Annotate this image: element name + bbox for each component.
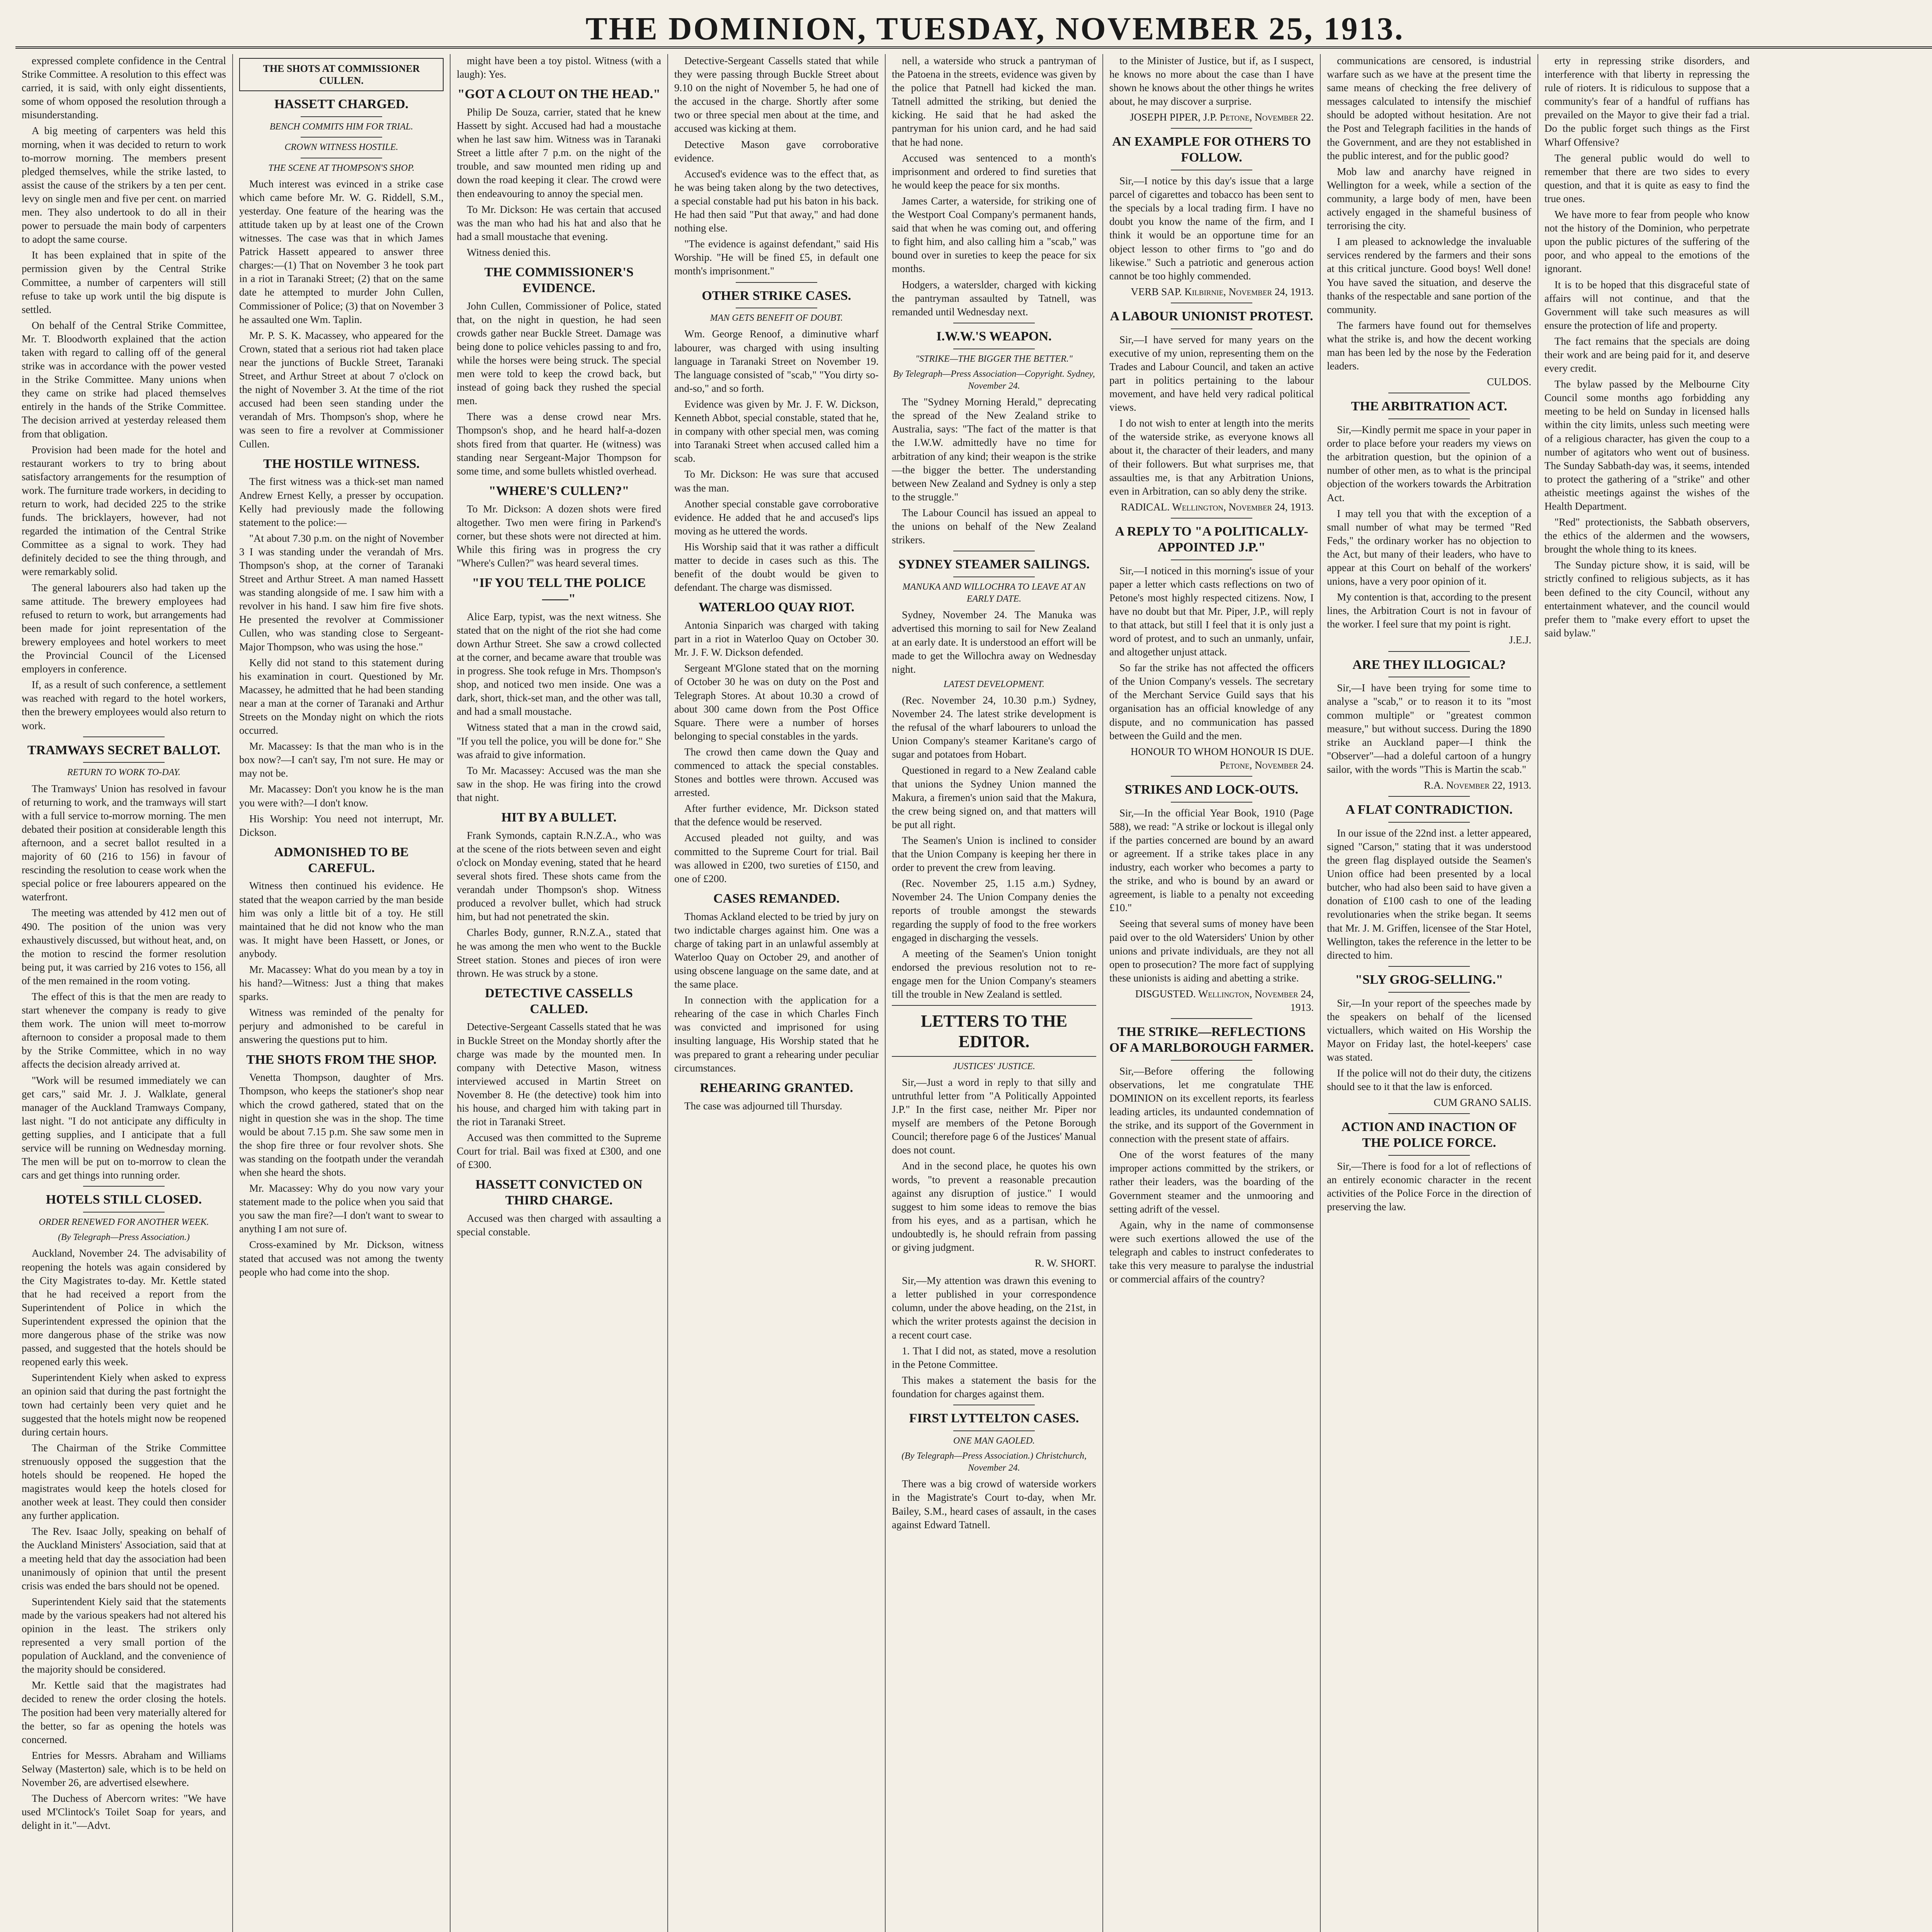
headline: "SLY GROG-SELLING." bbox=[1355, 972, 1503, 987]
paragraph: Mr. Macassey: Don't you know he is the man you were with?—I don't know. bbox=[239, 783, 444, 809]
paragraph: Sir,—In your report of the speeches made by the speakers on behalf of the licensed victuallers, which waited on His Worship the Mayor on Friday last, the hotel-keepers' case was stated. bbox=[1327, 997, 1531, 1063]
subheadline: RETURN TO WORK TO-DAY. bbox=[67, 767, 180, 778]
divider bbox=[1388, 1113, 1470, 1114]
paragraph: The meeting was attended by 412 men out of 490. The position of the union was very exhaustively discussed, but without heat, and, on the motion to rescind the former resolution being put, it was carried by 216 votes to 156, all of the men remained in the room voting. bbox=[22, 907, 226, 986]
paragraph: The "Sydney Morning Herald," deprecating the spread of the New Zealand strike to Australia, says: "The fact of the matter is that the I.W.W. admittedly have no time for arbitration of any kind; their weapon is the strike—the bigger the better. The understanding between New Zealand and Sydney is only a step to the struggle." bbox=[892, 396, 1096, 503]
signature: J.E.J. bbox=[1509, 634, 1531, 646]
paragraph: Venetta Thompson, daughter of Mrs. Thompson, who keeps the stationer's shop near which the crowd gathered, stated that on the night in question she was in the shop. The time would be about 7.15 p.m. She saw some men in the shop fire three or four revolver shots. She was standing on the footpath under the verandah when she heard the shots. bbox=[239, 1071, 444, 1179]
paragraph: might have been a toy pistol. Witness (with a laugh): Yes. bbox=[457, 55, 661, 80]
headline: THE STRIKE—REFLECTIONS OF A MARLBOROUGH FARMER. bbox=[1109, 1025, 1314, 1055]
paragraph: I may tell you that with the exception of a small number of what may be termed "Red Feds," the ordinary worker has no objection to the Act, but many of their leaders, who have to appear at this Court on behalf of the workers' unions, have a very poor opinion of it. bbox=[1327, 507, 1531, 587]
subheadline: BENCH COMMITS HIM FOR TRIAL. bbox=[269, 122, 413, 132]
paragraph: And in the second place, he quotes his own words, "to prevent a reasonable precaution against any disruption of justice." I would suggest to him some ideas to remove the bias from his eyes, and as a partisan, which he undoubtedly is, he should refrain from passing or giving judgment. bbox=[892, 1160, 1096, 1253]
paragraph: We have more to fear from people who know not the history of the Dominion, who perpetrate upon the public pictures of the suffering of the poor, and who appeal to the emotions of the ignorant. bbox=[1544, 209, 1750, 275]
paragraph: There was a dense crowd near Mrs. Thompson's shop, and he heard half-a-dozen shots fired from that quarter. He (witness) was standing near Sergeant-Major Thompson for some time, and some bullets whistled overhead. bbox=[457, 411, 661, 477]
article-columns bbox=[15, 54, 1932, 1932]
headline: ACTION AND INACTION OF THE POLICE FORCE. bbox=[1341, 1120, 1517, 1150]
signature: CUM GRANO SALIS. bbox=[1434, 1097, 1531, 1109]
signature: R. W. SHORT. bbox=[1034, 1257, 1096, 1269]
subheadline: MAN GETS BENEFIT OF DOUBT. bbox=[710, 313, 843, 323]
paragraph: Mr. Macassey: Why do you now vary your statement made to the police when you said that you saw the man fire?—I don't want to swear to anything I am not sure of. bbox=[239, 1182, 444, 1235]
divider bbox=[1388, 992, 1470, 993]
paragraph: So far the strike has not affected the officers of the Union Company's vessels. The secretary of the Merchant Service Guild says that his organisation has an official knowledge of any dispute, and no communication has passed between the Guild and the men. bbox=[1109, 662, 1314, 742]
paragraph: Provision had been made for the hotel and restaurant workers to try to bring about satisfactory arrangements for the resumption of work. The furniture trade workers, in deciding to return to work, had decided 225 to the strike funds. The bricklayers, however, had not regarded the intimation of the Central Strike Committee as a signal to work. They had definitely decided to see the thing through, and were remarkably solid. bbox=[22, 444, 226, 578]
paragraph: To Mr. Macassey: Accused was the man she saw in the shop. He was firing into the crowd that night. bbox=[457, 764, 661, 803]
headline: DETECTIVE CASSELLS CALLED. bbox=[485, 986, 633, 1016]
paragraph: The general labourers also had taken up the same attitude. The brewery employees had refused to return to work, but arrangements had been made for joint representation of the brewery employees and hotel workers to meet the Provincial Council of the Licensed employers in conference. bbox=[22, 582, 226, 675]
paragraph: communications are censored, is industrial warfare such as we have at the present time the same means of checking the free delivery of messages calculated to intensify the mischief should be adopted without hesitation. Are not the Post and Telegraph facilities in the hands of the Government, and are they not established in the public interest, and for the public good? bbox=[1327, 55, 1531, 162]
subheadline: JUSTICES' JUSTICE. bbox=[952, 1061, 1036, 1071]
paragraph: Questioned in regard to a New Zealand cable that unions the Sydney Union manned the Makura, a firemen's union said that the Makura, the crew being signed on, and that matters will be put all right. bbox=[892, 764, 1096, 830]
paragraph: To Mr. Dickson: He was sure that accused was the man. bbox=[674, 468, 879, 494]
paragraph: Entries for Messrs. Abraham and Williams Selway (Masterton) sale, which is to be held on November 26, are advertised elsewhere. bbox=[22, 1749, 226, 1789]
signature: DISGUSTED. Wellington, November 24, 1913. bbox=[1135, 988, 1314, 1014]
paragraph: The case was adjourned till Thursday. bbox=[684, 1100, 842, 1112]
divider bbox=[1171, 1060, 1253, 1061]
paragraph: The Sunday picture show, it is said, will be strictly confined to religious subjects, as it has been defined to the city Council, without any entertainment whatever, and the council would prefer them to "make every effort to upset the said bylaw." bbox=[1544, 559, 1750, 639]
paragraph: The first witness was a thick-set man named Andrew Ernest Kelly, a presser by occupation. Kelly had previously made the following statement to the police:— bbox=[239, 476, 444, 528]
subheadline: MANUKA AND WILLOCHRA TO LEAVE AT AN EARLY DATE. bbox=[902, 582, 1086, 604]
paragraph: Mr. Macassey: Is that the man who is in the box now?—I can't say, I'm not sure. He may or may not be. bbox=[239, 740, 444, 779]
headline: SYDNEY STEAMER SAILINGS. bbox=[898, 557, 1090, 572]
paragraph: His Worship: You need not interrupt, Mr. Dickson. bbox=[239, 813, 444, 838]
paragraph: (Rec. November 25, 1.15 a.m.) Sydney, November 24. The Union Company denies the reports of trouble amongst the stewards regarding the supply of food to the free workers engaged in discharging the vessels. bbox=[892, 878, 1096, 944]
paragraph: Accused was then charged with assaulting a special constable. bbox=[457, 1213, 661, 1238]
paragraph: Sir,—I notice by this day's issue that a large parcel of cigarettes and tobacco has been sent to the specials by a local trading firm. I have no doubt you know the name of the firm, and I think it would be an opportune time for an object lesson to other firms to "go and do likewise." Such a patriotic and generous action cannot be too highly commended. bbox=[1109, 175, 1314, 282]
paragraph: The Rev. Isaac Jolly, speaking on behalf of the Auckland Ministers' Association, said that at a meeting held that day the association had been unanimously of opinion that until the present crisis was ended the bars should not be opened. bbox=[22, 1526, 226, 1592]
column-1 bbox=[15, 54, 233, 1932]
headline: A REPLY TO "A POLITICALLY-APPOINTED J.P." bbox=[1115, 524, 1308, 554]
paragraph: Sir,—In the official Year Book, 1910 (Page 588), we read: "A strike or lockout is illegal only if the parties concerned are bound by an award or agreement. If a strike takes place in any industry, each worker who becomes a party to the strike, and who is bound by an award or agreement, is liable to a penalty not exceeding £10." bbox=[1109, 807, 1314, 914]
paragraph: To Mr. Dickson: A dozen shots were fired altogether. Two men were firing in Parkend's corner, but these shots were not directed at him. While this firing was in progress the cry "Where's Cullen?" was heard several times. bbox=[457, 503, 661, 569]
column-7 bbox=[1321, 54, 1538, 1932]
divider bbox=[83, 762, 165, 763]
paragraph: The general public would do well to remember that there are two sides to every question, and that it is quite as easy to find the true ones. bbox=[1544, 152, 1750, 204]
paragraph: Wm. George Renoof, a diminutive wharf labourer, was charged with using insulting language in Taranaki Street on November 19. The language consisted of "scab," "You dirty so-and-so," and so forth. bbox=[674, 328, 879, 394]
paragraph: Sir,—My attention was drawn this evening to a letter published in your correspondence column, under the above heading, on the 21st, in which the writer protests against the decision in a recent court case. bbox=[892, 1275, 1096, 1341]
paragraph: Sir,—Just a word in reply to that silly and untruthful letter from "A Politically Appointed J.P." In the first case, neither Mr. Piper nor myself are members of the Petone Borough Council; therefore page 6 of the Justices' Manual does not count. bbox=[892, 1076, 1096, 1156]
paragraph: It is to be hoped that this disgraceful state of affairs will not continue, and that the Government will take such measures as will ensure the protection of life and property. bbox=[1544, 279, 1750, 331]
paragraph: The Labour Council has issued an appeal to the unions on behalf of the New Zealand strikers. bbox=[892, 507, 1096, 546]
subheadline: By Telegraph—Press Association—Copyright. Sydney, November 24. bbox=[893, 369, 1095, 391]
paragraph: Cross-examined by Mr. Dickson, witness stated that accused was not among the twenty people who had come into the shop. bbox=[239, 1239, 444, 1278]
paragraph: Mr. Kettle said that the magistrates had decided to renew the order closing the hotels. The position had been very materially altered for the better, so far as opening the hotels was concerned. bbox=[22, 1679, 226, 1745]
paragraph: Accused was then committed to the Supreme Court for trial. Bail was fixed at £300, and one of £300. bbox=[457, 1132, 661, 1171]
paragraph: Frank Symonds, captain R.N.Z.A., who was at the scene of the riots between seven and eight o'clock on Monday evening, stated that he heard several shots fired. These shots came from the verandah under Thompson's shop. Witness produced a revolver bullet, which had struck him, but had not penetrated the skin. bbox=[457, 829, 661, 923]
subheadline: (By Telegraph—Press Association.) bbox=[58, 1232, 190, 1243]
headline: "GOT A CLOUT ON THE HEAD." bbox=[457, 87, 661, 102]
paragraph: On behalf of the Central Strike Committee, Mr. T. Bloodworth explained that the action taken with regard to calling off of the general strike was in accordance with the power vested in the Strike Committee. Many unions when they came on strike had placed themselves entirely in the hands of the Strike Committee. The decision arrived at yesterday released them from that obligation. bbox=[22, 319, 226, 440]
paragraph: There was a big crowd of waterside workers in the Magistrate's Court to-day, when Mr. Bailey, S.M., heard cases of assault, in the cases against Edward Tatnell. bbox=[892, 1478, 1096, 1531]
paragraph: "At about 7.30 p.m. on the night of November 3 I was standing under the verandah of Mrs. Thompson's shop, at the corner of Taranaki Street and Arthur Street. A man named Hassett was standing alongside of me. I saw him with a revolver in his hand. I saw him fire five shots. He presented the revolver at Commissioner Cullen, who was standing close to Sergeant-Major Thompson, who was using the hose." bbox=[239, 532, 444, 653]
paragraph: The crowd then came down the Quay and commenced to attack the special constables. Stones and bottles were thrown. Accused was arrested. bbox=[674, 746, 879, 799]
divider bbox=[953, 1430, 1035, 1431]
paragraph: Superintendent Kiely when asked to express an opinion said that during the past fortnight the town had certainly been very quiet and he suggested that the hotels might now be reopened during certain hours. bbox=[22, 1372, 226, 1438]
paragraph: Another special constable gave corroborative evidence. He added that he and accused's lips moving as he uttered the words. bbox=[674, 498, 879, 537]
paragraph: Witness denied this. bbox=[467, 246, 551, 258]
headline: A LABOUR UNIONIST PROTEST. bbox=[1110, 309, 1313, 323]
paragraph: Sir,—Kindly permit me space in your paper in order to place before your readers my views on the arbitration question, but the opinion of a number of other men, as to what is the principal objection of the workers towards the Arbitration Act. bbox=[1327, 424, 1531, 503]
headline: OTHER STRIKE CASES. bbox=[702, 288, 851, 303]
divider bbox=[1171, 328, 1253, 329]
column-4 bbox=[668, 54, 886, 1932]
headline: I.W.W.'S WEAPON. bbox=[936, 329, 1052, 344]
divider bbox=[1388, 418, 1470, 419]
headline: LETTERS TO THE EDITOR. bbox=[920, 1012, 1068, 1051]
headline: "WHERE'S CULLEN?" bbox=[488, 483, 629, 498]
paragraph: "The evidence is against defendant," said His Worship. "He will be fined £5, in default one month's imprisonment." bbox=[674, 238, 879, 277]
paragraph: The bylaw passed by the Melbourne City Council some months ago forbidding any meeting to be held on Sunday in licensed halls within the city limits, unless such meeting were of a religious character, has given the coup to a number of agitators who went out of business. The Sunday Sabbath-day was, it seems, intended to protect the gathering of a "strike" and other atheistic meetings against the wishes of the Health Department. bbox=[1544, 378, 1750, 512]
divider bbox=[1171, 1018, 1253, 1019]
paragraph: This makes a statement the basis for the foundation for charges against them. bbox=[892, 1374, 1096, 1400]
paragraph: nell, a waterside who struck a pantryman of the Patoena in the streets, evidence was given by the police that Patnell had kicked the man. Tatnell admitted the striking, but denied the kicking. He said that he had asked the pantryman for his union card, and he had said that he had none. bbox=[892, 55, 1096, 148]
paragraph: Charles Body, gunner, R.N.Z.A., stated that he was among the men who went to the Buckle Street station. Stones and pieces of iron were thrown. He was struck by a stone. bbox=[457, 927, 661, 979]
paragraph: Accused's evidence was to the effect that, as he was being taken along by the two detectives, a special constable had put his baton in his back. He had then said "Put that away," and had done nothing else. bbox=[674, 168, 879, 234]
headline: REHEARING GRANTED. bbox=[700, 1080, 853, 1095]
paragraph: The fact remains that the specials are doing their work and are being paid for it, and deserve every credit. bbox=[1544, 335, 1750, 374]
paragraph: Detective Mason gave corroborative evidence. bbox=[674, 138, 879, 164]
divider bbox=[892, 1005, 1096, 1006]
column-3 bbox=[451, 54, 668, 1932]
divider bbox=[1171, 776, 1253, 777]
divider bbox=[1388, 796, 1470, 797]
paragraph: If, as a result of such conference, a settlement was reached with regard to the hotel workers, then the brewery employees would also return to work. bbox=[22, 679, 226, 731]
paragraph: Detective-Sergeant Cassells stated that while they were passing through Buckle Street about 9.10 on the night of November 5, he had one of the accused in the charge. Shortly after some two or three special men about at the time, and accused was kicking at them. bbox=[674, 55, 879, 134]
signature: JOSEPH PIPER, J.P. Petone, November 22. bbox=[1130, 111, 1314, 123]
paragraph: expressed complete confidence in the Central Strike Committee. A resolution to this effect was carried, it is said, with only eight dissentients, some of whom opposed the resolution through a misunderstanding. bbox=[22, 55, 226, 121]
paragraph: erty in repressing strike disorders, and interference with that liberty in repressing the rule of rioters. It is ridiculous to suppose that a community's fear of a handful of ruffians has prevailed on the Mayor to give their fad a trial. Do the public forget such things as the First Wharf Offensive? bbox=[1544, 55, 1750, 148]
paragraph: Witness was reminded of the penalty for perjury and admonished to be careful in answering the questions put to him. bbox=[239, 1007, 444, 1046]
headline: HASSETT CONVICTED ON THIRD CHARGE. bbox=[475, 1177, 643, 1208]
paragraph: In connection with the application for a rehearing of the case in which Charles Finch was convicted and imprisoned for using insulting language, His Worship stated that he was prepared to grant a rehearing under peculiar circumstances. bbox=[674, 994, 879, 1074]
signature: R.A. November 22, 1913. bbox=[1423, 779, 1531, 791]
newspaper-title: THE DOMINION, TUESDAY, NOVEMBER 25, 1913. bbox=[585, 11, 1405, 47]
paragraph: 1. That I did not, as stated, move a resolution in the Petone Committee. bbox=[892, 1345, 1096, 1370]
paragraph: The Chairman of the Strike Committee strenuously opposed the suggestion that the hotels should be reopened. He hoped the magistrates would keep the hotels closed for another week at least. They could then consider any further application. bbox=[22, 1442, 226, 1522]
subheadline: CROWN WITNESS HOSTILE. bbox=[284, 142, 398, 153]
paragraph: After further evidence, Mr. Dickson stated that the defence would be reserved. bbox=[674, 803, 879, 828]
signature: CULDOS. bbox=[1487, 376, 1531, 388]
paragraph: Antonia Sinparich was charged with taking part in a riot in Waterloo Quay on October 30. Mr. J. F. W. Dickson defended. bbox=[674, 619, 879, 658]
divider bbox=[83, 1186, 165, 1187]
paragraph: Kelly did not stand to this statement during his examination in court. Questioned by Mr. Macassey, he admitted that he had been standing near a man at the corner of Taranaki and Arthur Streets on the Monday night on which the riots occurred. bbox=[239, 656, 444, 736]
paragraph: Evidence was given by Mr. J. F. W. Dickson, Kenneth Abbot, special constable, stated that he, in company with other special men, was coming into Taranaki Street when accused called him a scab. bbox=[674, 398, 879, 464]
paragraph: Mr. Macassey: What do you mean by a toy in his hand?—Witness: Just a thing that makes sparks. bbox=[239, 964, 444, 1003]
paragraph: Detective-Sergeant Cassells stated that he was in Buckle Street on the Monday shortly after the charge was made by the mounted men. In company with Detective Mason, witness interviewed accused in Martin Street on November 8. He (the detective) took him into his house, and charged him with taking part in the riot in Taranaki Street. bbox=[457, 1021, 661, 1128]
paragraph: Superintendent Kiely said that the statements made by the various speakers had not altered his opinion in the least. The strikers only represented a very small portion of the population of Auckland, and the convenience of the majority should be considered. bbox=[22, 1595, 226, 1675]
paragraph: Accused was sentenced to a month's imprisonment and ordered to find sureties that he would keep the peace for six months. bbox=[892, 152, 1096, 191]
paragraph: Alice Earp, typist, was the next witness. She stated that on the night of the riot she had come down Arthur Street. She saw a crowd collected at the corner, and became aware that trouble was in progress. She took refuge in Mrs. Thompson's shop, and noticed two men inside. One was a dark, short, thick-set man, and the other was tall, and had a small moustache. bbox=[457, 611, 661, 718]
divider bbox=[1171, 128, 1253, 129]
paragraph: Mr. P. S. K. Macassey, who appeared for the Crown, stated that a serious riot had taken place near the junctions of Buckle Street, Taranaki Street, and Arthur Street at about 7 o'clock on the night of November 3. At the time of the riot accused had been seen standing under the verandah of Mrs. Thompson's shop, where he was seen to fire a revolver at Commissioner Cullen. bbox=[239, 329, 444, 450]
paragraph: Hodgers, a waterslder, charged with kicking the pantryman assaulted by Tatnell, was remanded until Wednesday next. bbox=[892, 279, 1096, 318]
paragraph: A big meeting of carpenters was held this morning, when it was decided to return to work to-morrow morning. The members present pledged themselves, while the strike lasted, to assist the cause of the strikers by a ten per cent. levy on single men and five per cent. on married men. They also undertook to do all in their power to persuade the main body of carpenters to adopt the same course. bbox=[22, 125, 226, 245]
paragraph: (Rec. November 24, 10.30 p.m.) Sydney, November 24. The latest strike development is the refusal of the wharf labourers to unload the Union Company's steamer Karitane's cargo of sugar and potatoes from Hobart. bbox=[892, 694, 1096, 760]
boxed-headline: THE SHOTS AT COMMISSIONER CULLEN. bbox=[239, 58, 444, 91]
subheadline: LATEST DEVELOPMENT. bbox=[944, 679, 1044, 689]
divider bbox=[301, 137, 383, 138]
paragraph: The Tramways' Union has resolved in favour of returning to work, and the tramways will start with a full service to-morrow morning. The men debated their position at considerable length this afternoon, and a secret ballot resulted in a majority of 60 (216 to 156) in favour of rescinding the resolution to cease work when the special police or free labourers appeared on the waterfront. bbox=[22, 782, 226, 903]
masthead bbox=[15, 8, 1932, 49]
divider bbox=[1388, 1155, 1470, 1156]
headline: FIRST LYTTELTON CASES. bbox=[909, 1411, 1079, 1425]
paragraph: One of the worst features of the many improper actions committed by the strikers, or rather their leaders, was the boarding of the Government steamer and the unmooring and setting adrift of the vessel. bbox=[1109, 1149, 1314, 1215]
paragraph: James Carter, a waterside, for striking one of the Westport Coal Company's permanent hands, said that when he was coming out, and offering to fight him, and also calling him a "scab," was bound over in sureties to keep the peace for six months. bbox=[892, 195, 1096, 275]
subheadline: ONE MAN GAOLED. bbox=[953, 1435, 1035, 1446]
paragraph: The farmers have found out for themselves what the strike is, and how the decent working man has been led by the nose by the Federation leaders. bbox=[1327, 319, 1531, 372]
headline: HASSETT CHARGED. bbox=[274, 97, 409, 112]
divider bbox=[301, 116, 383, 117]
divider bbox=[1171, 518, 1253, 519]
paragraph: Sir,—I have been trying for some time to analyse a "scab," or to reason it to its "most common multiple" or "greatest common measure," but without success. During the 1890 strike an Auckland paper—I think the "Observer"—had a doleful cartoon of a hungry sailor, with the words "This is Martin the scab." bbox=[1327, 682, 1531, 775]
paragraph: To Mr. Dickson: He was certain that accused was the man who had his hat and also that he had a small moustache that evening. bbox=[457, 203, 661, 242]
headline: WATERLOO QUAY RIOT. bbox=[698, 600, 855, 615]
headline: THE ARBITRATION ACT. bbox=[1351, 399, 1507, 414]
headline: CASES REMANDED. bbox=[713, 891, 840, 906]
paragraph: The effect of this is that the men are ready to start whenever the company is ready to give them work. The union will meet to-morrow afternoon to consider a proposal made to them by the Strike Committee, which in no way affects the decision already arrived at. bbox=[22, 990, 226, 1070]
headline: AN EXAMPLE FOR OTHERS TO FOLLOW. bbox=[1112, 134, 1311, 165]
paragraph: I do not wish to enter at length into the merits of the waterside strike, as everyone knows all about it, the character of their leaders, and many of their followers. But what surprises me, that assaulties me, is that any Arbitration Unions, even in Arbitration, can so ably deny the strike. bbox=[1109, 417, 1314, 497]
paragraph: Witness then continued his evidence. He stated that the weapon carried by the man beside him was only a little bit of a toy. He still maintained that he did not know who the man was. It might have been Hassett, or Jones, or anybody. bbox=[239, 880, 444, 959]
paragraph: The Duchess of Abercorn writes: "We have used M'Clintock's Toilet Soap for years, and delight in it."—Advt. bbox=[22, 1793, 226, 1832]
divider bbox=[1171, 802, 1253, 803]
paragraph: Sir,—I have served for many years on the executive of my union, representing them on the Trades and Labour Council, and taken an active part in politics pertaining to the labour movement, and have held very radical political views. bbox=[1109, 333, 1314, 413]
paragraph: If the police will not do their duty, the citizens should see to it that the law is enforced. bbox=[1327, 1067, 1531, 1093]
headline: THE SHOTS FROM THE SHOP. bbox=[246, 1052, 437, 1067]
paragraph: Sydney, November 24. The Manuka was advertised this morning to sail for New Zealand at an early date. It is understood an effort will be made to get the Willochra away on Wednesday night. bbox=[892, 609, 1096, 675]
headline: THE HOSTILE WITNESS. bbox=[263, 456, 420, 471]
column-8 bbox=[1538, 54, 1756, 1932]
headline: THE COMMISSIONER'S EVIDENCE. bbox=[484, 265, 634, 295]
headline: ADMONISHED TO BE CAREFUL. bbox=[274, 845, 409, 875]
paragraph: The Seamen's Union is inclined to consider that the Union Company is keeping her there in order to prevent the crew from leaving. bbox=[892, 834, 1096, 874]
divider bbox=[892, 1056, 1096, 1057]
divider bbox=[83, 736, 165, 737]
column-6 bbox=[1103, 54, 1321, 1932]
paragraph: Thomas Ackland elected to be tried by jury on two indictable charges against him. One was a charge of taking part in an unlawful assembly at Waterloo Quay on October 29, and another of using obscene language on the same date, and at the same place. bbox=[674, 910, 879, 990]
paragraph: Much interest was evinced in a strike case which came before Mr. W. G. Riddell, S.M., yesterday. One feature of the hearing was the attitude taken up by at least one of the Crown witnesses. The case was that in which James Patrick Hassett appeared to answer three charges:—(1) That on November 3 he took part in a riot in Taranaki Street; (2) that on the same date he attempted to murder John Cullen, Commissioner of Police; (3) that on November 3 he assaulted one Wm. Taplin. bbox=[239, 178, 444, 325]
paragraph: Sergeant M'Glone stated that on the morning of October 30 he was on duty on the Post and Telegraph Stores. At about 10.30 a crowd of about 300 came down from the Post Office Square. There were a number of horses belonging to special constables in the yards. bbox=[674, 662, 879, 742]
subheadline: ORDER RENEWED FOR ANOTHER WEEK. bbox=[39, 1217, 209, 1228]
signature: VERB SAP. Kilbirnie, November 24, 1913. bbox=[1131, 286, 1314, 298]
paragraph: In our issue of the 22nd inst. a letter appeared, signed "Carson," stating that it was understood the green flag displayed outside the Seamen's Union office had been presented by a local butcher, who had also been said to have given a donation of £100 cash to one of the leading revolutionaries when the strike began. It seems that Mr. J. M. Griffen, licensee of the Star Hotel, Wellington, takes the reference in the letter to be directed to him. bbox=[1327, 827, 1531, 961]
divider bbox=[1388, 651, 1470, 652]
paragraph: Auckland, November 24. The advisability of reopening the hotels was again considered by the City Magistrates to-day. Mr. Kettle stated that he had received a report from the Superintendent of Police in which the Superintendent expressed the opinion that the more dangerous phase of the strike was now passed, and suggested that the hotels should be reopened early this week. bbox=[22, 1247, 226, 1368]
headline: HIT BY A BULLET. bbox=[501, 810, 617, 825]
divider bbox=[1388, 822, 1470, 823]
headline: ARE THEY ILLOGICAL? bbox=[1352, 657, 1506, 672]
divider bbox=[83, 1212, 165, 1213]
paragraph: Accused pleaded not guilty, and was committed to the Supreme Court for trial. Bail was allowed in £200, two sureties of £150, and one of £200. bbox=[674, 832, 879, 884]
headline: "IF YOU TELL THE POLICE ——" bbox=[472, 576, 646, 606]
subheadline: THE SCENE AT THOMPSON'S SHOP. bbox=[268, 163, 415, 173]
paragraph: It has been explained that in spite of the permission given by the Central Strike Committee, a number of carpenters will still refuse to take up work until the big dispute is settled. bbox=[22, 249, 226, 315]
paragraph: A meeting of the Seamen's Union tonight endorsed the previous resolution not to re-engage men for the Union Company's steamers till the trouble in New Zealand is settled. bbox=[892, 947, 1096, 1000]
headline: TRAMWAYS SECRET BALLOT. bbox=[27, 743, 221, 757]
paragraph: Witness stated that a man in the crowd said, "If you tell the police, you will be done for." She was afraid to give information. bbox=[457, 721, 661, 760]
headline: HOTELS STILL CLOSED. bbox=[46, 1192, 202, 1207]
column-5 bbox=[886, 54, 1103, 1932]
paragraph: Seeing that several sums of money have been paid over to the old Watersiders' Union by other unions and private individuals, are they not all open to prosecution? The more fact of supplying these unionists is aiding and abetting a strike. bbox=[1109, 918, 1314, 984]
column-2 bbox=[233, 54, 451, 1932]
paragraph: Sir,—Before offering the following observations, let me congratulate THE DOMINION on its excellent reports, its fearless leading articles, its undaunted condemnation of the strike, and its support of the Government in connection with the present state of affairs. bbox=[1109, 1065, 1314, 1145]
headline: STRIKES AND LOCK-OUTS. bbox=[1125, 782, 1298, 797]
paragraph: Mob law and anarchy have reigned in Wellington for a week, while a section of the community, a large body of men, have been actively engaged in the shameful business of terrorising the city. bbox=[1327, 165, 1531, 232]
divider bbox=[736, 282, 818, 283]
paragraph: Sir,—I noticed in this morning's issue of your paper a letter which casts reflections on two of Petone's most highly respected citizens. Now, I have no doubt but that Mr. Piper, J.P., will reply to that attack, but still I feel that it is only just a word of protest, and to such an unmanly, unfair, and altogether unjust attack. bbox=[1109, 565, 1314, 658]
paragraph: His Worship said that it was rather a difficult matter to decide in cases such as this. The benefit of the doubt would be given to defendant. The charge was dismissed. bbox=[674, 541, 879, 594]
paragraph: Again, why in the name of commonsense were such exertions allowed the use of the telegraph and cables to instruct confederates to take this very measure to paralyse the industrial or commercial affairs of the country? bbox=[1109, 1219, 1314, 1285]
paragraph: John Cullen, Commissioner of Police, stated that, on the night in question, he had seen crowds gather near Buckle Street. Damage was being done to police vehicles passing to and fro, while the horses were being struck. The special men were told to keep the crowd back, but instead of going back they rushed the special men. bbox=[457, 300, 661, 407]
paragraph: My contention is that, according to the present lines, the Arbitration Court is not in favour of the worker. I feel sure that my point is right. bbox=[1327, 591, 1531, 630]
subheadline: "STRIKE—THE BIGGER THE BETTER." bbox=[915, 354, 1073, 364]
paragraph: to the Minister of Justice, but if, as I suspect, he knows no more about the case than I have shown he knows about the other things he writes about, he may discover a surprise. bbox=[1109, 55, 1314, 107]
paragraph: Philip De Souza, carrier, stated that he knew Hassett by sight. Accused had had a moustache when he last saw him. Witness was in Taranaki Street a little after 7 p.m. on the night of the trouble, and saw mounted men riding up and down the road keeping it clear. The crowd were then endeavouring to annoy the special men. bbox=[457, 106, 661, 199]
paragraph: "Red" protectionists, the Sabbath observers, the ethics of the aldermen and the wowsers, brought the whole thing to its knees. bbox=[1544, 516, 1750, 555]
signature: RADICAL. Wellington, November 24, 1913. bbox=[1121, 501, 1314, 513]
signature: HONOUR TO WHOM HONOUR IS DUE. Petone, November 24. bbox=[1130, 745, 1314, 771]
divider bbox=[1388, 966, 1470, 967]
headline: A FLAT CONTRADICTION. bbox=[1345, 803, 1513, 817]
paragraph: I am pleased to acknowledge the invaluable services rendered by the farmers and their sons at this critical juncture. Good boys! Well done! You have saved the situation, and deserve the thanks of the respectable and sane portion of the community. bbox=[1327, 236, 1531, 315]
paragraph: "Work will be resumed immediately we can get cars," said Mr. J. J. Walklate, general manager of the Auckland Tramways Company, last night. "I do not anticipate any difficulty in getting supplies, and I anticipate that a full service will be running on Wednesday morning. The men will be put on to-morrow to clean the cars and get things into running order. bbox=[22, 1074, 226, 1181]
paragraph: Sir,—There is food for a lot of reflections of an entirely economic character in the recent activities of the Police Force in the direction of preserving the law. bbox=[1327, 1160, 1531, 1213]
subheadline: (By Telegraph—Press Association.) Christchurch, November 24. bbox=[901, 1451, 1087, 1473]
